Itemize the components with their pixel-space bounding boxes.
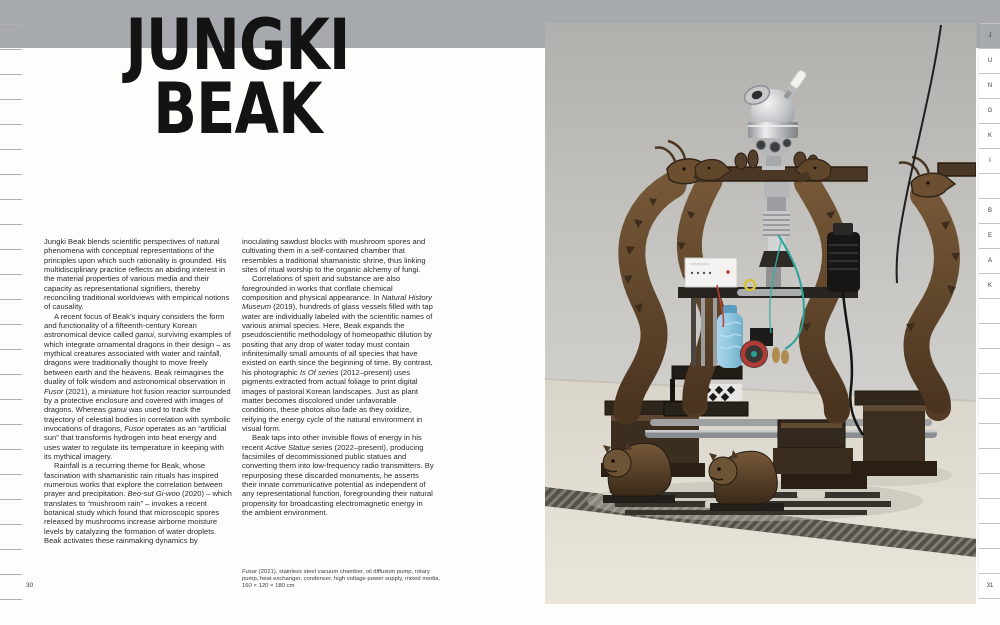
text-segment: (2012–present) uses pigments extracted from actual foliage to print digital images of pastoral Korean landscapes. Just as plant matter becomes discolored under unfavorable conditions, these photos also fade as they oxidize, reifying the energy cycle of the natural environment in visual form.: [242, 367, 423, 433]
italic-text: ganui: [108, 405, 127, 415]
text-segment: (2021), a miniature hot fusion reactor surrounded by a protective enclosure and covered with images of dragons. Whereas: [44, 386, 231, 415]
text-segment: inoculating sawdust blocks with mushroom spores and cultivating them in a self-contained chamber that resembles a traditional shamanistic shrine, thus linking sites of ritual worship to the organic alchemy of fungi.: [242, 237, 426, 275]
fan-pump: [740, 340, 768, 368]
tab-cell-blank: [979, 373, 1000, 398]
text-segment: Rainfall is a recurring theme for Beak, whose fascination with shamanistic rain rituals has inspired numerous works that explore the correlation between prayer and precipitation.: [44, 461, 223, 499]
text-segment: operates as an “artificial sun” that transforms hydrogen into heat energy and uses water to regulate its temperature in keeping with its mythical imagery.: [44, 423, 227, 461]
paragraph: [242, 274, 434, 433]
tab-cell-letter-e: E: [979, 223, 1000, 248]
tab-cell-blank: [979, 498, 1000, 523]
text-segment: (2019), hundreds of glass vessels filled with tap water are individually labeled with the scientific names of various animal species. Here, Beak expands the pseudoscientific methodology of homeopathic dilution by positing that any drop of water today must contain infinitesimally small amounts of all species that have existed on earth since the beginning of time. By contrast, his photographic: [242, 302, 433, 377]
tab-cell-blank: [979, 448, 1000, 473]
text-segment: , surviving examples of which integrate ornamental dragons in their design – as mythical creatures associated with water and rainfall, dragons were traditionally thought to move freely between earth and the heavens. Beak reimagines the duality of folk wisdom and astronomical observation in: [44, 330, 232, 387]
tab-cell-letter-b: B: [979, 198, 1000, 223]
body-column-2: [242, 237, 434, 517]
page-title-line1: JUNGKI: [125, 4, 350, 86]
text-segment: Jungki Beak blends scientific perspectives of natural phenomena with conceptual representations of the principles upon which such rationality is grounded. His multidisciplinary practice reflects an abiding interest in the material properties of various media and their capacity as representational signifiers, thereby reconciling traditional worldviews with empirical notions of causality.: [44, 237, 230, 312]
edge-index-lines: [0, 0, 22, 601]
italic-text: Natural History Museum: [242, 293, 432, 312]
italic-text: Fusor: [44, 386, 64, 396]
italic-text: Active Statue: [265, 442, 310, 452]
page-number-right: 31: [979, 573, 1000, 599]
text-segment: (2021), stainless steel vacuum chamber, oil diffusion pump, rotary pump, heat exchanger, condenser, high voltage power supply, mixed media, 160 × 120 × 180 cm: [242, 569, 441, 590]
tab-cell-blank: [979, 523, 1000, 548]
vacuum-pump: [827, 223, 860, 292]
tab-cell-blank: [979, 473, 1000, 498]
tab-cell-blank: [979, 348, 1000, 373]
tab-cell-letter-n: N: [979, 73, 1000, 98]
italic-text: Fusor: [242, 569, 258, 575]
tab-cell-letter-k: K: [979, 273, 1000, 298]
text-segment: was used to track the trajectory of celestial bodies in correlation with symbolic invocations of dragons,: [44, 405, 231, 433]
tab-cell-letter-i: I: [979, 148, 1000, 173]
alpha-tab-strip: [978, 23, 1000, 599]
italic-text: Fusor: [124, 423, 144, 433]
paragraph: [44, 312, 233, 462]
page-title: [125, 4, 351, 150]
text-segment: (2020) – which translates to “mushroom rain” – invokes a recent botanical study which found that microscopic spores released by mushrooms increase airborne moisture levels by catalyzing the formation of water droplets. Beak activates these rainmaking dynamics by: [44, 489, 232, 545]
paragraph: [44, 461, 233, 545]
tab-cell-letter-k: K: [979, 123, 1000, 148]
page-title-line2: BEAK: [153, 68, 322, 150]
tab-cell-letter-u: U: [979, 48, 1000, 73]
page-number-left: 30: [26, 582, 34, 589]
paragraph: [44, 237, 233, 312]
paragraph: [242, 237, 434, 274]
artwork-caption: [242, 569, 447, 591]
italic-text: Is Of series: [299, 367, 339, 377]
tab-cell-blank: [979, 298, 1000, 323]
tab-cell-letter-g: G: [979, 98, 1000, 123]
italic-text: ganui: [135, 330, 154, 340]
italic-text: Beo-sut Gi-woo: [127, 489, 180, 499]
artwork-photo: [545, 23, 976, 604]
tab-cell-blank: [979, 548, 1000, 573]
tab-cell-blank: [979, 423, 1000, 448]
tab-cell-blank: [979, 398, 1000, 423]
text-segment: A recent focus of Beak’s inquiry considers the form and functionality of a fifteenth-century Korean astronomical device called: [44, 311, 225, 340]
body-column-1: [44, 237, 233, 545]
text-segment: series (2022–present), producing facsimiles of decommissioned public statues and converting them into low-frequency radio transmitters. By repurposing these discarded monuments, he asserts their innate communicative potential as independent of any representational function, foregrounding their natural propensity for broadcasting electromagnetic energy in the ambient environment.: [242, 442, 434, 517]
paragraph: [242, 433, 434, 517]
text-segment: Correlations of spirit and substance are also foregrounded in works that conflate chemical composition and physical appearance. In: [242, 274, 401, 303]
tab-cell-blank: [979, 173, 1000, 198]
tab-cell-letter-a: A: [979, 248, 1000, 273]
tab-cell-blank: [979, 323, 1000, 348]
tab-cell-letter-j: J: [979, 23, 1000, 48]
text-segment: Beak taps into other invisible flows of energy in his recent: [242, 433, 422, 452]
control-unit: [685, 258, 737, 287]
pedestal-right-outer: [851, 391, 937, 476]
